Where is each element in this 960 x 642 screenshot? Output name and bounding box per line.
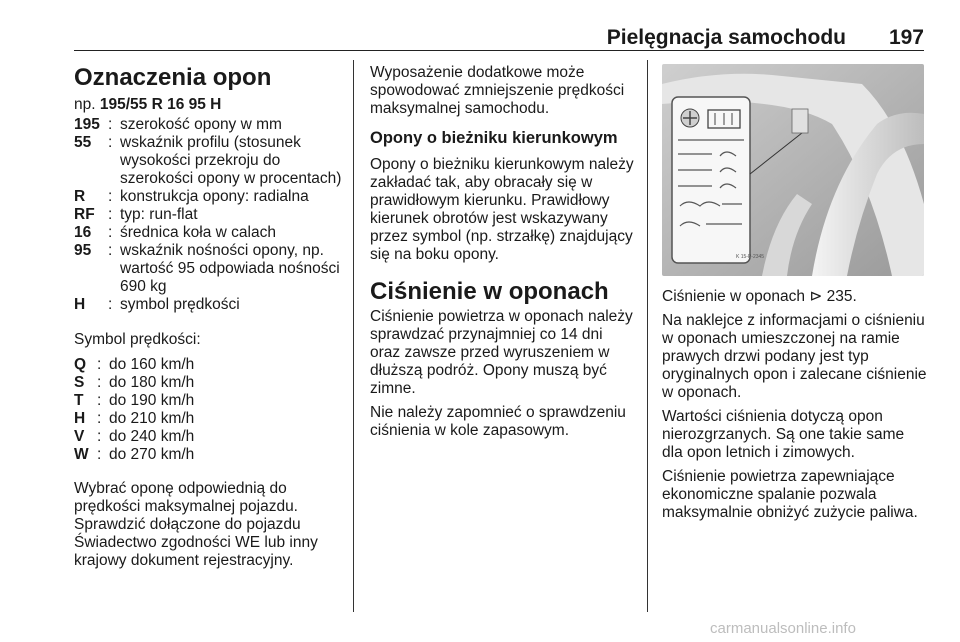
speed-row: [74, 410, 346, 428]
column-divider-2: [647, 60, 648, 612]
speed-row-value: do 160 km/h: [109, 356, 195, 373]
page-number: 197: [888, 26, 924, 49]
definition-row: [74, 188, 346, 206]
definition-row-key: 55: [74, 134, 92, 151]
example-prefix: np.: [74, 96, 96, 113]
definition-row-value: wskaźnik nośności opony, np. wartość 95 odpowiada nośności 690 kg: [120, 242, 340, 295]
speed-row-separator: :: [97, 356, 102, 373]
speed-symbol-list: [74, 356, 346, 464]
page-header: [74, 26, 924, 51]
definition-row-value: typ: run-flat: [120, 206, 198, 223]
speed-row-separator: :: [97, 428, 102, 445]
section-heading-tire-markings: Oznaczenia opon: [74, 64, 272, 91]
speed-row-value: do 240 km/h: [109, 428, 195, 445]
speed-row-key: V: [74, 428, 85, 445]
cold-tires-paragraph: Wartości ciśnienia dotyczą opon nierozgrzanych. Są one takie same dla opon letnich i zimowych.: [662, 408, 905, 461]
tire-code-definitions: [74, 116, 346, 314]
spare-wheel-paragraph: Nie należy zapomnieć o sprawdzeniu ciśnienia w kole zapasowym.: [370, 404, 626, 439]
equipment-note: Wyposażenie dodatkowe może spowodować zmniejszenie prędkości maksymalnej samochodu.: [370, 64, 625, 117]
directional-paragraph: Opony o bieżniku kierunkowym należy zakładać tak, aby obracały się w prawidłowym kierunku. Prawidłowy kierunek obrotów jest wskazywany przez symbol (np. strzałkę) znajdujący się na boku opony.: [370, 156, 634, 263]
closing-paragraph: Wybrać oponę odpowiednią do prędkości maksymalnej pojazdu. Sprawdzić dołączone do pojazdu Świadectwo zgodności WE lub inny krajowy dokument rejestracyjny.: [74, 480, 318, 569]
figure-code: K 15-P-2345: [736, 254, 765, 260]
speed-row: [74, 374, 346, 392]
definition-row-value: średnica koła w calach: [120, 224, 276, 241]
speed-row-key: T: [74, 392, 84, 409]
speed-row: [74, 428, 346, 446]
section-heading-tire-pressure: Ciśnienie w oponach: [370, 278, 609, 305]
column-1: [74, 64, 346, 570]
label-location-paragraph: Na naklejce z informacjami o ciśnieniu w oponach umieszczonej na ramie prawych drzwi podany jest typ oryginalnych opon i zalecane ciśnienie w oponach.: [662, 312, 927, 401]
definition-row-separator: :: [108, 206, 113, 223]
speed-row-value: do 180 km/h: [109, 374, 195, 391]
definition-row-separator: :: [108, 242, 113, 259]
speed-row-key: Q: [74, 356, 87, 373]
speed-row-value: do 270 km/h: [109, 446, 195, 463]
door-frame-illustration: [662, 64, 924, 276]
tire-pressure-label-figure: [662, 64, 924, 276]
speed-row-separator: :: [97, 410, 102, 427]
definition-row-separator: :: [108, 134, 113, 151]
column-2: [370, 64, 635, 440]
speed-row: [74, 392, 346, 410]
definition-row: [74, 242, 346, 296]
definition-row-value: wskaźnik profilu (stosunek wysokości przekroju do szerokości opony w procentach): [120, 134, 342, 187]
watermark: carmanualsonline.info: [710, 620, 856, 637]
reference-arrow-icon: ⊳: [809, 288, 823, 305]
definition-row-separator: :: [108, 188, 113, 205]
definition-row-key: 95: [74, 242, 92, 259]
pressure-paragraph: Ciśnienie powietrza w oponach należy sprawdzać przynajmniej co 14 dni oraz zawsze przed wyruszeniem w dłuższą podróż. Opony muszą być zimne.: [370, 308, 633, 397]
page-title: Pielęgnacja samochodu: [606, 26, 846, 49]
column-divider-1: [353, 60, 354, 612]
definition-row: [74, 134, 346, 188]
speed-row: [74, 446, 346, 464]
definition-row-key: 195: [74, 116, 100, 133]
speed-row-key: W: [74, 446, 89, 463]
column-3: [662, 64, 927, 522]
speed-row-value: do 190 km/h: [109, 392, 195, 409]
definition-row: [74, 206, 346, 224]
definition-row-key: 16: [74, 224, 92, 241]
section-heading-directional-tires: Opony o bieżniku kierunkowym: [370, 129, 618, 147]
speed-row-key: H: [74, 410, 86, 427]
speed-symbol-title: Symbol prędkości:: [74, 331, 201, 348]
definition-row-key: RF: [74, 206, 95, 223]
definition-row-separator: :: [108, 296, 113, 313]
definition-row-value: szerokość opony w mm: [120, 116, 282, 133]
speed-row-separator: :: [97, 374, 102, 391]
speed-row: [74, 356, 346, 374]
definition-row: [74, 224, 346, 242]
economy-paragraph: Ciśnienie powietrza zapewniające ekonomiczne spalanie pozwala maksymalnie obniżyć zużycie paliwa.: [662, 468, 918, 521]
definition-row-separator: :: [108, 224, 113, 241]
definition-row-value: symbol prędkości: [120, 296, 240, 313]
reference-page: 235.: [826, 288, 857, 305]
definition-row-key: R: [74, 188, 86, 205]
definition-row-value: konstrukcja opony: radialna: [120, 188, 309, 205]
tire-code-example: [74, 96, 346, 114]
speed-row-key: S: [74, 374, 85, 391]
definition-row: [74, 116, 346, 134]
example-code: 195/55 R 16 95 H: [99, 96, 222, 113]
definition-row-key: H: [74, 296, 86, 313]
speed-row-separator: :: [97, 446, 102, 463]
speed-row-value: do 210 km/h: [109, 410, 195, 427]
definition-row-separator: :: [108, 116, 113, 133]
definition-row: [74, 296, 346, 314]
pressure-reference: [662, 288, 927, 306]
speed-row-separator: :: [97, 392, 102, 409]
reference-text: Ciśnienie w oponach: [662, 288, 806, 305]
